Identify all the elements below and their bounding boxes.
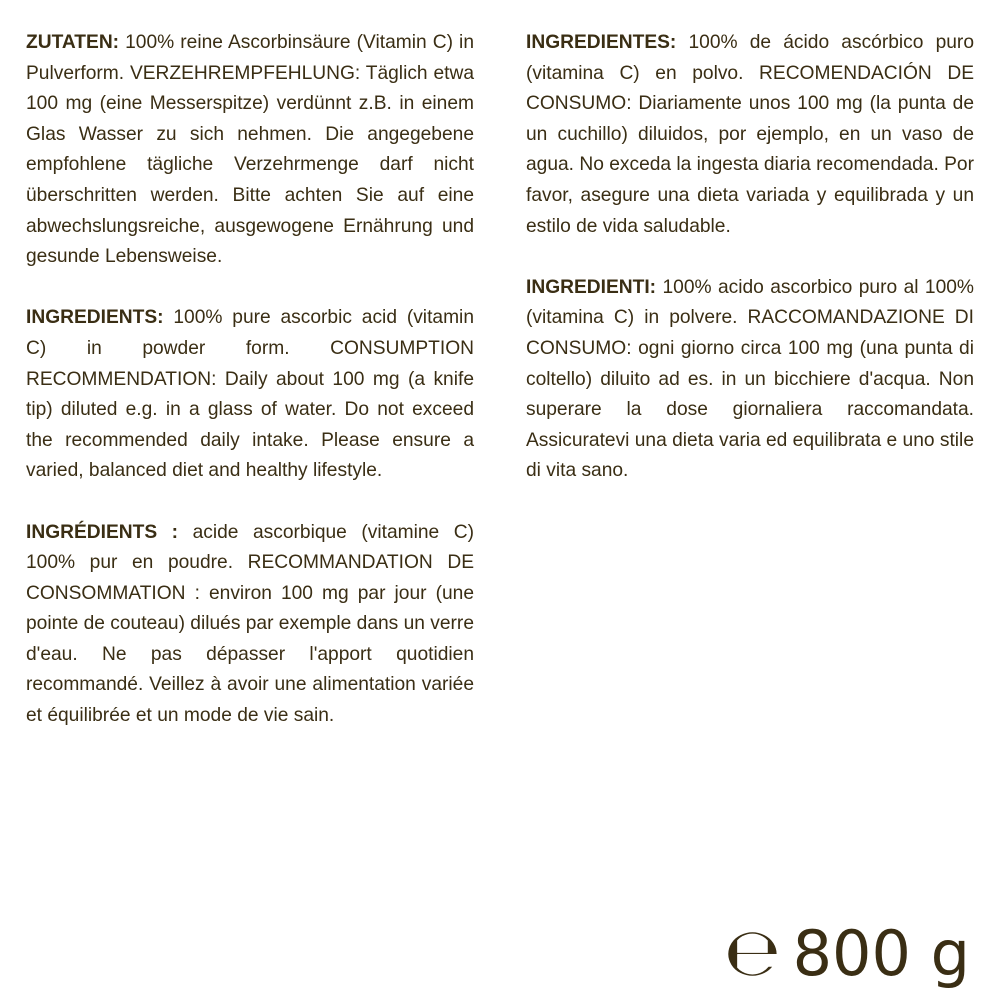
estimated-sign-icon: ℮ <box>724 914 781 991</box>
text-spanish: 100% de ácido ascórbico puro (vitamina C) en polvo. RECOMENDACIÓN DE CONSUMO: Diariamente unos 100 mg (la punta de un cuchillo) diluidos, por ejemplo, en un vaso de agua. No exceda la ingesta diaria recomendada. Por favor, asegure una dieta variada y equilibrada y un estilo de vida saludable. <box>526 32 974 237</box>
heading-german: ZUTATEN: <box>26 32 120 53</box>
net-quantity <box>724 914 970 991</box>
text-italian: 100% acido ascorbico puro al 100% (vitamina C) in polvere. RACCOMANDAZIONE DI CONSUMO: ogni giorno circa 100 mg (una punta di coltello) diluito ad es. in un bicchiere d'acqua. Non superare la dose giornaliera raccomandata. Assicuratevi una dieta varia ed equilibrata e uno stile di vita sano. <box>526 276 974 482</box>
ingredients-italian <box>526 273 974 487</box>
heading-french: INGRÉDIENTS : <box>26 521 179 543</box>
text-french: acide ascorbique (vitamine C) 100% pur en poudre. RECOMMANDATION DE CONSOMMATION : environ 100 mg par jour (une pointe de couteau) dilués par exemple dans un verre d'eau. Ne pas dépasser l'apport quotidien recommandé. Veillez à avoir une alimentation variée et équilibrée et un mode de vie sain. <box>26 521 474 727</box>
heading-english: INGREDIENTS: <box>26 307 164 329</box>
left-column <box>26 28 474 762</box>
heading-spanish: INGREDIENTES: <box>526 32 677 53</box>
right-column <box>526 28 974 518</box>
net-weight: 800 g <box>792 917 970 990</box>
ingredients-english <box>26 303 474 487</box>
ingredients-french <box>26 518 474 732</box>
ingredients-spanish <box>526 28 974 242</box>
ingredients-german <box>26 28 474 273</box>
text-english: 100% pure ascorbic acid (vitamin C) in powder form. CONSUMPTION RECOMMENDATION: Daily about 100 mg (a knife tip) diluted e.g. in a glass of water. Do not exceed the recommended daily intake. Please ensure a varied, balanced diet and healthy lifestyle. <box>26 307 474 482</box>
heading-italian: INGREDIENTI: <box>526 276 657 298</box>
text-german: 100% reine Ascorbinsäure (Vitamin C) in Pulverform. VERZEHREMPFEHLUNG: Täglich etwa 100 mg (eine Messerspitze) verdünnt z.B. in einem Glas Wasser zu sich nehmen. Die angegebene empfohlene tägliche Verzehrmenge darf nicht überschritten werden. Bitte achten Sie auf eine abwechslungsreiche, ausgewogene Ernährung und gesunde Lebensweise. <box>26 32 474 268</box>
